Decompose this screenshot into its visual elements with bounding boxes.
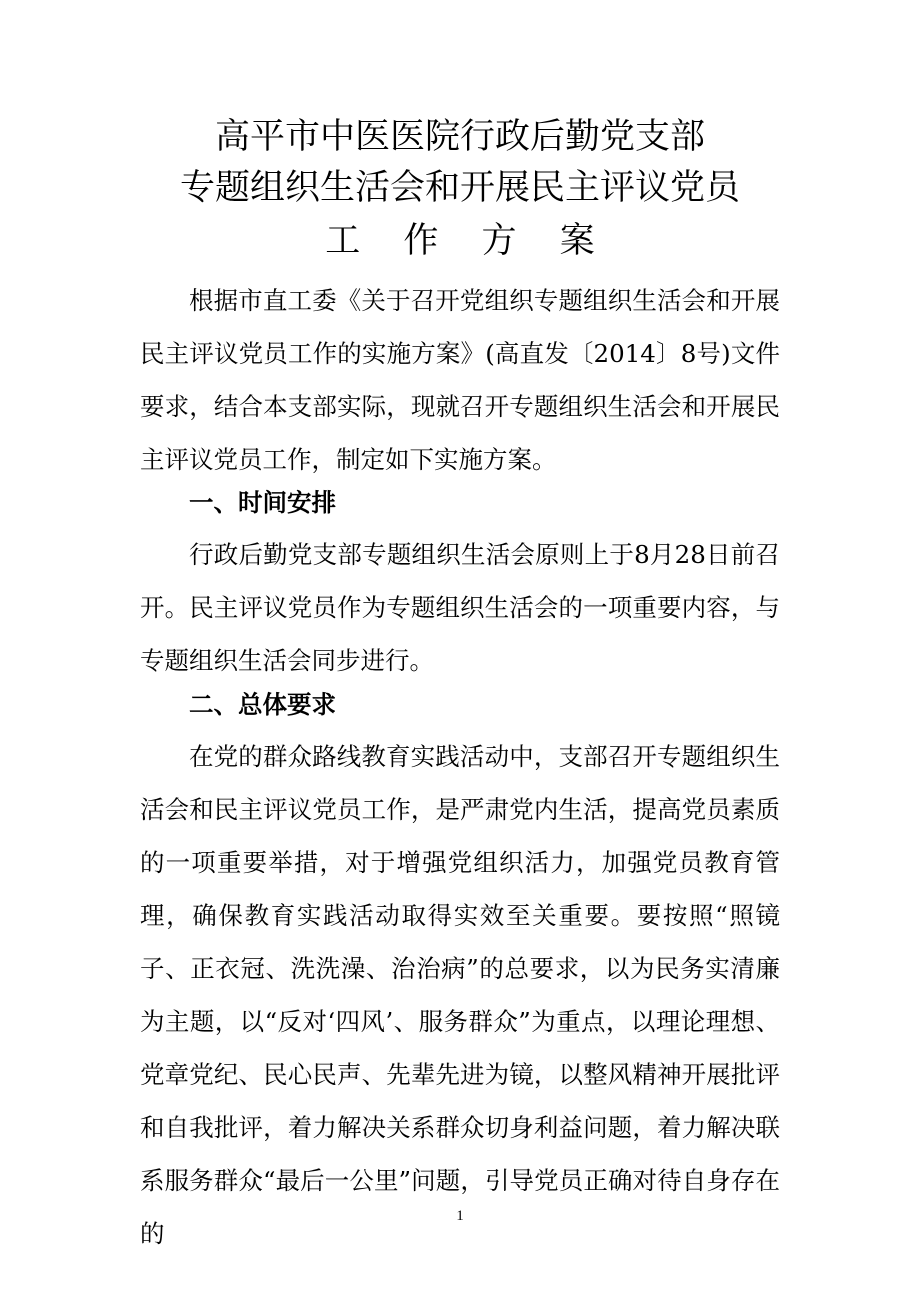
section-heading-requirements: 二、总体要求 — [189, 690, 336, 719]
section-heading-schedule: 一、时间安排 — [189, 488, 336, 517]
section-paragraph-schedule: 行政后勤党支部专题组织生活会原则上于8月28日前召开。民主评议党员作为专题组织生活会的一项重要内容，与专题组织生活会同步进行。 — [140, 540, 780, 675]
document-title-line-3: 工 作 方 案 — [325, 221, 611, 261]
document-title-line-1: 高平市中医医院行政后勤党支部 — [214, 117, 705, 157]
document-title-line-2: 专题组织生活会和开展民主评议党员 — [179, 168, 740, 208]
intro-paragraph: 根据市直工委《关于召开党组织专题组织生活会和开展民主评议党员工作的实施方案》(高直发〔2014〕8号)文件要求，结合本支部实际，现就召开专题组织生活会和开展民主评议党员工作，制定如下实施方案。 — [140, 286, 780, 474]
section-paragraph-requirements: 在党的群众路线教育实践活动中，支部召开专题组织生活会和民主评议党员工作，是严肃党内生活，提高党员素质的一项重要举措，对于增强党组织活力，加强党员教育管理，确保教育实践活动取得实效至关重要。要按照“照镜子、正衣冠、洗洗澡、治治病”的总要求，以为民务实清廉为主题，以“反对‘四风’、服务群众”为重点，以理论理想、党章党纪、民心民声、先辈先进为镜，以整风精神开展批评和自我批评，着力解决关系群众切身利益问题，着力解决联系服务群众“最后一公里”问题，引导党员正确对待自身存在的 — [140, 742, 780, 1248]
page-number: 1 — [456, 1208, 464, 1224]
